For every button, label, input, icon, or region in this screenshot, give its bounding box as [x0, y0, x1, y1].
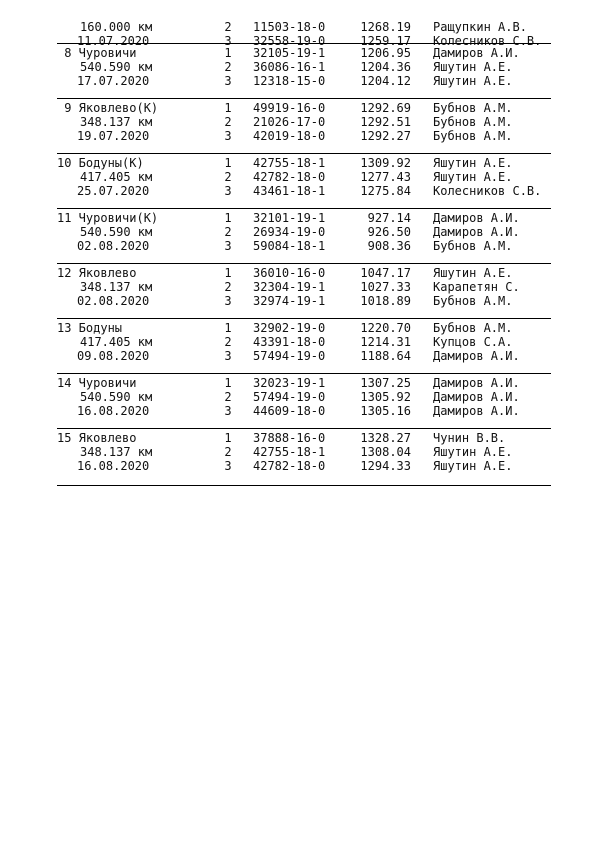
place-number: 2	[224, 115, 232, 129]
ring-number: 26934-19-0	[253, 225, 326, 239]
place-number: 2	[224, 60, 232, 74]
speed-value: 1328.27	[360, 431, 411, 445]
result-row	[57, 101, 551, 115]
place-number: 2	[224, 280, 232, 294]
race-divider	[57, 428, 551, 429]
place-number: 2	[224, 20, 232, 34]
race-distance: 348.137 км	[80, 115, 153, 129]
place-number: 2	[224, 335, 232, 349]
ring-number: 43391-18-0	[253, 335, 326, 349]
result-row	[57, 294, 551, 308]
ring-number: 42782-18-0	[253, 459, 326, 473]
owner-name: Яшутин А.Е.	[433, 459, 513, 473]
ring-number: 36010-16-0	[253, 266, 326, 280]
result-row	[57, 211, 551, 225]
result-row	[57, 46, 551, 60]
race-date: 19.07.2020	[77, 129, 150, 143]
ring-number: 42019-18-0	[253, 129, 326, 143]
place-number: 3	[224, 459, 232, 473]
result-row	[57, 6, 551, 20]
place-number: 1	[224, 101, 232, 115]
result-row	[57, 129, 551, 143]
owner-name: Дамиров А.И.	[433, 390, 520, 404]
place-number: 3	[224, 184, 232, 198]
place-number: 2	[224, 225, 232, 239]
ring-number: 43461-18-1	[253, 184, 326, 198]
result-row	[57, 376, 551, 390]
owner-name: Яшутин А.Е.	[433, 266, 513, 280]
speed-value: 1309.92	[360, 156, 411, 170]
race-date: 16.08.2020	[77, 404, 150, 418]
race-distance: 417.405 км	[80, 335, 153, 349]
race-distance: 160.000 км	[80, 20, 153, 34]
place-number: 1	[224, 46, 232, 60]
speed-value: 1206.95	[360, 46, 411, 60]
speed-value: 1308.04	[360, 445, 411, 459]
race-distance: 540.590 км	[80, 60, 153, 74]
speed-value: 1018.89	[360, 294, 411, 308]
race-block	[57, 373, 551, 429]
race-divider	[57, 318, 551, 319]
place-number: 1	[224, 321, 232, 335]
speed-value: 1292.69	[360, 101, 411, 115]
owner-name: Купцов С.А.	[433, 335, 513, 349]
race-date: 17.07.2020	[77, 74, 150, 88]
race-block	[57, 43, 551, 99]
speed-value: 1294.33	[360, 459, 411, 473]
owner-name: Яшутин А.Е.	[433, 170, 513, 184]
speed-value: 1275.84	[360, 184, 411, 198]
place-number: 1	[224, 376, 232, 390]
race-divider	[57, 98, 551, 99]
place-number: 3	[224, 404, 232, 418]
speed-value: 1188.64	[360, 349, 411, 363]
result-row	[57, 225, 551, 239]
race-title: 10 Бодуны(К)	[57, 156, 144, 170]
race-title: 8 Чуровичи	[57, 46, 137, 60]
place-number: 1	[224, 266, 232, 280]
speed-value: 1305.16	[360, 404, 411, 418]
owner-name: Бубнов А.М.	[433, 101, 513, 115]
owner-name: Дамиров А.И.	[433, 225, 520, 239]
race-distance: 348.137 км	[80, 280, 153, 294]
ring-number: 42755-18-1	[253, 445, 326, 459]
speed-value: 1292.51	[360, 115, 411, 129]
speed-value: 1204.36	[360, 60, 411, 74]
race-divider	[57, 208, 551, 209]
race-block	[57, 208, 551, 264]
owner-name: Бубнов А.М.	[433, 239, 513, 253]
race-distance: 348.137 км	[80, 445, 153, 459]
owner-name: Карапетян С.	[433, 280, 520, 294]
ring-number: 42755-18-1	[253, 156, 326, 170]
speed-value: 1220.70	[360, 321, 411, 335]
speed-value: 1027.33	[360, 280, 411, 294]
race-date: 02.08.2020	[77, 239, 150, 253]
speed-value: 1292.27	[360, 129, 411, 143]
result-row	[57, 404, 551, 418]
ring-number: 37888-16-0	[253, 431, 326, 445]
race-date: 16.08.2020	[77, 459, 150, 473]
owner-name: Дамиров А.И.	[433, 349, 520, 363]
speed-value: 1047.17	[360, 266, 411, 280]
result-row	[57, 20, 551, 34]
race-distance: 540.590 км	[80, 390, 153, 404]
result-row	[57, 335, 551, 349]
race-title: 15 Яковлево	[57, 431, 137, 445]
race-title: 9 Яковлево(К)	[57, 101, 159, 115]
race-date: 09.08.2020	[77, 349, 150, 363]
ring-number: 36086-16-1	[253, 60, 326, 74]
result-row	[57, 170, 551, 184]
race-date: 11.07.2020	[77, 34, 150, 48]
place-number: 3	[224, 294, 232, 308]
table-end-rule	[57, 485, 551, 486]
place-number: 2	[224, 170, 232, 184]
race-block	[57, 318, 551, 374]
speed-value: 1204.12	[360, 74, 411, 88]
race-distance: 417.405 км	[80, 170, 153, 184]
place-number: 3	[224, 129, 232, 143]
owner-name: Бубнов А.М.	[433, 294, 513, 308]
owner-name: Бубнов А.М.	[433, 129, 513, 143]
owner-name: Яшутин А.Е.	[433, 445, 513, 459]
owner-name: Колесников С.В.	[433, 34, 542, 48]
place-number: 3	[224, 34, 232, 48]
speed-value: 1214.31	[360, 335, 411, 349]
owner-name: Яшутин А.Е.	[433, 74, 513, 88]
owner-name: Дамиров А.И.	[433, 46, 520, 60]
result-row	[57, 184, 551, 198]
speed-value: 1259.17	[360, 34, 411, 48]
speed-value: 908.36	[367, 239, 411, 253]
owner-name: Дамиров А.И.	[433, 404, 520, 418]
place-number: 3	[224, 239, 232, 253]
owner-name: Яшутин А.Е.	[433, 60, 513, 74]
ring-number: 21026-17-0	[253, 115, 326, 129]
race-title: 12 Яковлево	[57, 266, 137, 280]
place-number: 1	[224, 431, 232, 445]
place-number: 1	[224, 211, 232, 225]
result-row	[57, 280, 551, 294]
owner-name: Дамиров А.И.	[433, 211, 520, 225]
race-date: 02.08.2020	[77, 294, 150, 308]
ring-number: 32023-19-1	[253, 376, 326, 390]
place-number: 2	[224, 445, 232, 459]
ring-number: 32304-19-1	[253, 280, 326, 294]
race-block	[57, 153, 551, 209]
place-number: 3	[224, 349, 232, 363]
ring-number: 42782-18-0	[253, 170, 326, 184]
race-title: 13 Бодуны	[57, 321, 123, 335]
ring-number: 49919-16-0	[253, 101, 326, 115]
speed-value: 927.14	[367, 211, 411, 225]
race-block	[57, 263, 551, 319]
speed-value: 926.50	[367, 225, 411, 239]
owner-name: Бубнов А.М.	[433, 115, 513, 129]
race-title: 11 Чуровичи(К)	[57, 211, 159, 225]
result-row	[57, 349, 551, 363]
ring-number: 59084-18-1	[253, 239, 326, 253]
speed-value: 1268.19	[360, 20, 411, 34]
owner-name: Бубнов А.М.	[433, 321, 513, 335]
speed-value: 1277.43	[360, 170, 411, 184]
result-row	[57, 390, 551, 404]
race-block	[57, 428, 551, 484]
result-row	[57, 321, 551, 335]
ring-number: 32902-19-0	[253, 321, 326, 335]
owner-name: Яшутин А.Е.	[433, 156, 513, 170]
owner-name: Дамиров А.И.	[433, 376, 520, 390]
place-number: 2	[224, 390, 232, 404]
result-row	[57, 445, 551, 459]
race-divider	[57, 373, 551, 374]
owner-name: Колесников С.В.	[433, 184, 542, 198]
result-row	[57, 431, 551, 445]
result-row	[57, 115, 551, 129]
ring-number: 57494-19-0	[253, 390, 326, 404]
ring-number: 32105-19-1	[253, 46, 326, 60]
ring-number: 57494-19-0	[253, 349, 326, 363]
result-row	[57, 239, 551, 253]
race-distance: 540.590 км	[80, 225, 153, 239]
race-title: 14 Чуровичи	[57, 376, 137, 390]
result-row	[57, 156, 551, 170]
place-number: 1	[224, 156, 232, 170]
result-row	[57, 60, 551, 74]
ring-number: 12318-15-0	[253, 74, 326, 88]
ring-number: 32974-19-1	[253, 294, 326, 308]
place-number: 3	[224, 74, 232, 88]
ring-number: 32558-19-0	[253, 34, 326, 48]
race-divider	[57, 263, 551, 264]
owner-name: Чунин В.В.	[433, 431, 506, 445]
speed-value: 1305.92	[360, 390, 411, 404]
result-row	[57, 459, 551, 473]
race-divider	[57, 153, 551, 154]
race-block	[57, 98, 551, 154]
ring-number: 44609-18-0	[253, 404, 326, 418]
ring-number: 11503-18-0	[253, 20, 326, 34]
ring-number: 32101-19-1	[253, 211, 326, 225]
speed-value: 1307.25	[360, 376, 411, 390]
result-row	[57, 74, 551, 88]
result-row	[57, 266, 551, 280]
race-divider	[57, 43, 551, 44]
owner-name: Ращупкин А.В.	[433, 20, 527, 34]
race-date: 25.07.2020	[77, 184, 150, 198]
